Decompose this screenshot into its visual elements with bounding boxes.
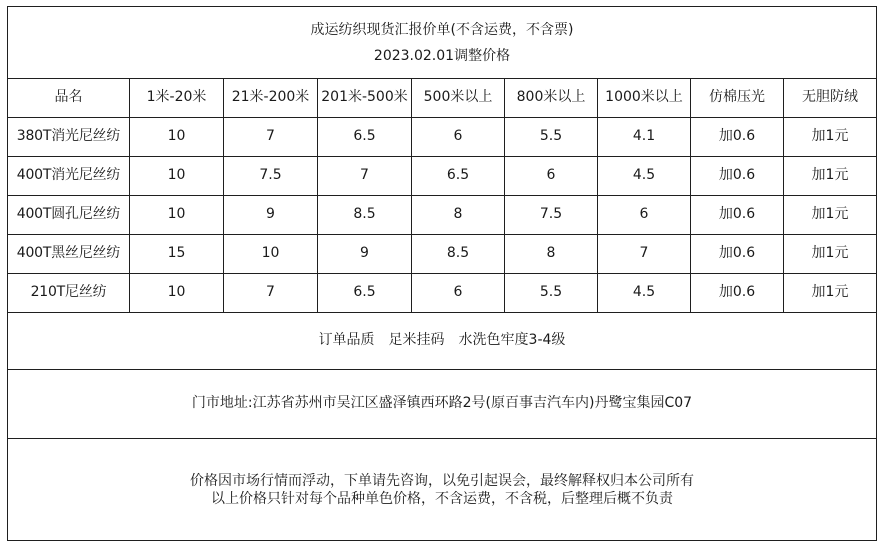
column-header: 500米以上	[412, 79, 505, 118]
title-line-1: 成运纺织现货汇报价单(不含运费，不含票)	[310, 21, 574, 38]
footer-notes-row	[8, 439, 877, 541]
column-header: 1000米以上	[598, 79, 691, 118]
price-cell: 10	[130, 118, 224, 157]
store-address	[8, 370, 877, 439]
price-table	[7, 6, 877, 541]
table-row	[8, 274, 877, 313]
price-cell: 加1元	[784, 274, 877, 313]
price-cell: 7.5	[505, 196, 598, 235]
price-cell: 加1元	[784, 196, 877, 235]
column-header: 800米以上	[505, 79, 598, 118]
store-address-line: 门市地址:江苏省苏州市吴江区盛泽镇西环路2号(原百事吉汽车内)丹鹭宝集园C07	[191, 395, 693, 412]
table-row	[8, 235, 877, 274]
title-line-2: 2023.02.01调整价格	[373, 47, 511, 64]
price-cell: 10	[224, 235, 318, 274]
price-cell: 5.5	[505, 118, 598, 157]
price-cell: 6	[505, 157, 598, 196]
quality-note	[8, 313, 877, 370]
quality-note-line: 订单品质 足米挂码 水洗色牢度3-4级	[318, 332, 566, 349]
table-row	[8, 118, 877, 157]
price-cell: 加1元	[784, 235, 877, 274]
price-cell: 8	[505, 235, 598, 274]
price-cell: 6	[412, 274, 505, 313]
table-row	[8, 157, 877, 196]
price-cell: 7	[598, 235, 691, 274]
column-header: 21米-200米	[224, 79, 318, 118]
price-cell: 9	[224, 196, 318, 235]
column-header: 品名	[8, 79, 130, 118]
quality-note-row	[8, 313, 877, 370]
price-cell: 加0.6	[691, 157, 784, 196]
table-row	[8, 196, 877, 235]
price-cell: 6.5	[318, 118, 412, 157]
price-cell: 4.5	[598, 157, 691, 196]
price-cell: 加1元	[784, 157, 877, 196]
price-cell: 10	[130, 274, 224, 313]
price-cell: 5.5	[505, 274, 598, 313]
column-header: 无胆防绒	[784, 79, 877, 118]
product-name-cell: 400T黑丝尼丝纺	[8, 235, 130, 274]
column-header: 201米-500米	[318, 79, 412, 118]
price-cell: 加0.6	[691, 274, 784, 313]
product-name-cell: 380T消光尼丝纺	[8, 118, 130, 157]
price-cell: 4.5	[598, 274, 691, 313]
price-cell: 加0.6	[691, 235, 784, 274]
price-cell: 4.1	[598, 118, 691, 157]
price-cell: 7.5	[224, 157, 318, 196]
product-name-cell: 400T圆孔尼丝纺	[8, 196, 130, 235]
footer-notes-line: 价格因市场行情而浮动，下单请先咨询，以免引起误会，最终解释权归本公司所有	[190, 472, 694, 489]
product-name-cell: 210T尼丝纺	[8, 274, 130, 313]
column-header: 仿棉压光	[691, 79, 784, 118]
store-address-row	[8, 370, 877, 439]
price-cell: 9	[318, 235, 412, 274]
price-cell: 15	[130, 235, 224, 274]
price-cell: 加0.6	[691, 196, 784, 235]
price-cell: 加0.6	[691, 118, 784, 157]
price-cell: 7	[224, 274, 318, 313]
price-cell: 8	[412, 196, 505, 235]
footer-notes-line: 以上价格只针对每个品种单色价格，不含运费，不含税，后整理后概不负责	[211, 490, 673, 507]
price-cell: 6.5	[318, 274, 412, 313]
price-cell: 6	[412, 118, 505, 157]
price-cell: 7	[318, 157, 412, 196]
price-cell: 10	[130, 196, 224, 235]
footer-notes	[8, 439, 877, 541]
price-cell: 7	[224, 118, 318, 157]
price-cell: 加1元	[784, 118, 877, 157]
price-cell: 10	[130, 157, 224, 196]
sheet-title	[8, 7, 877, 79]
price-cell: 8.5	[412, 235, 505, 274]
column-header: 1米-20米	[130, 79, 224, 118]
price-cell: 6	[598, 196, 691, 235]
product-name-cell: 400T消光尼丝纺	[8, 157, 130, 196]
price-cell: 6.5	[412, 157, 505, 196]
price-cell: 8.5	[318, 196, 412, 235]
header-row	[8, 79, 877, 118]
